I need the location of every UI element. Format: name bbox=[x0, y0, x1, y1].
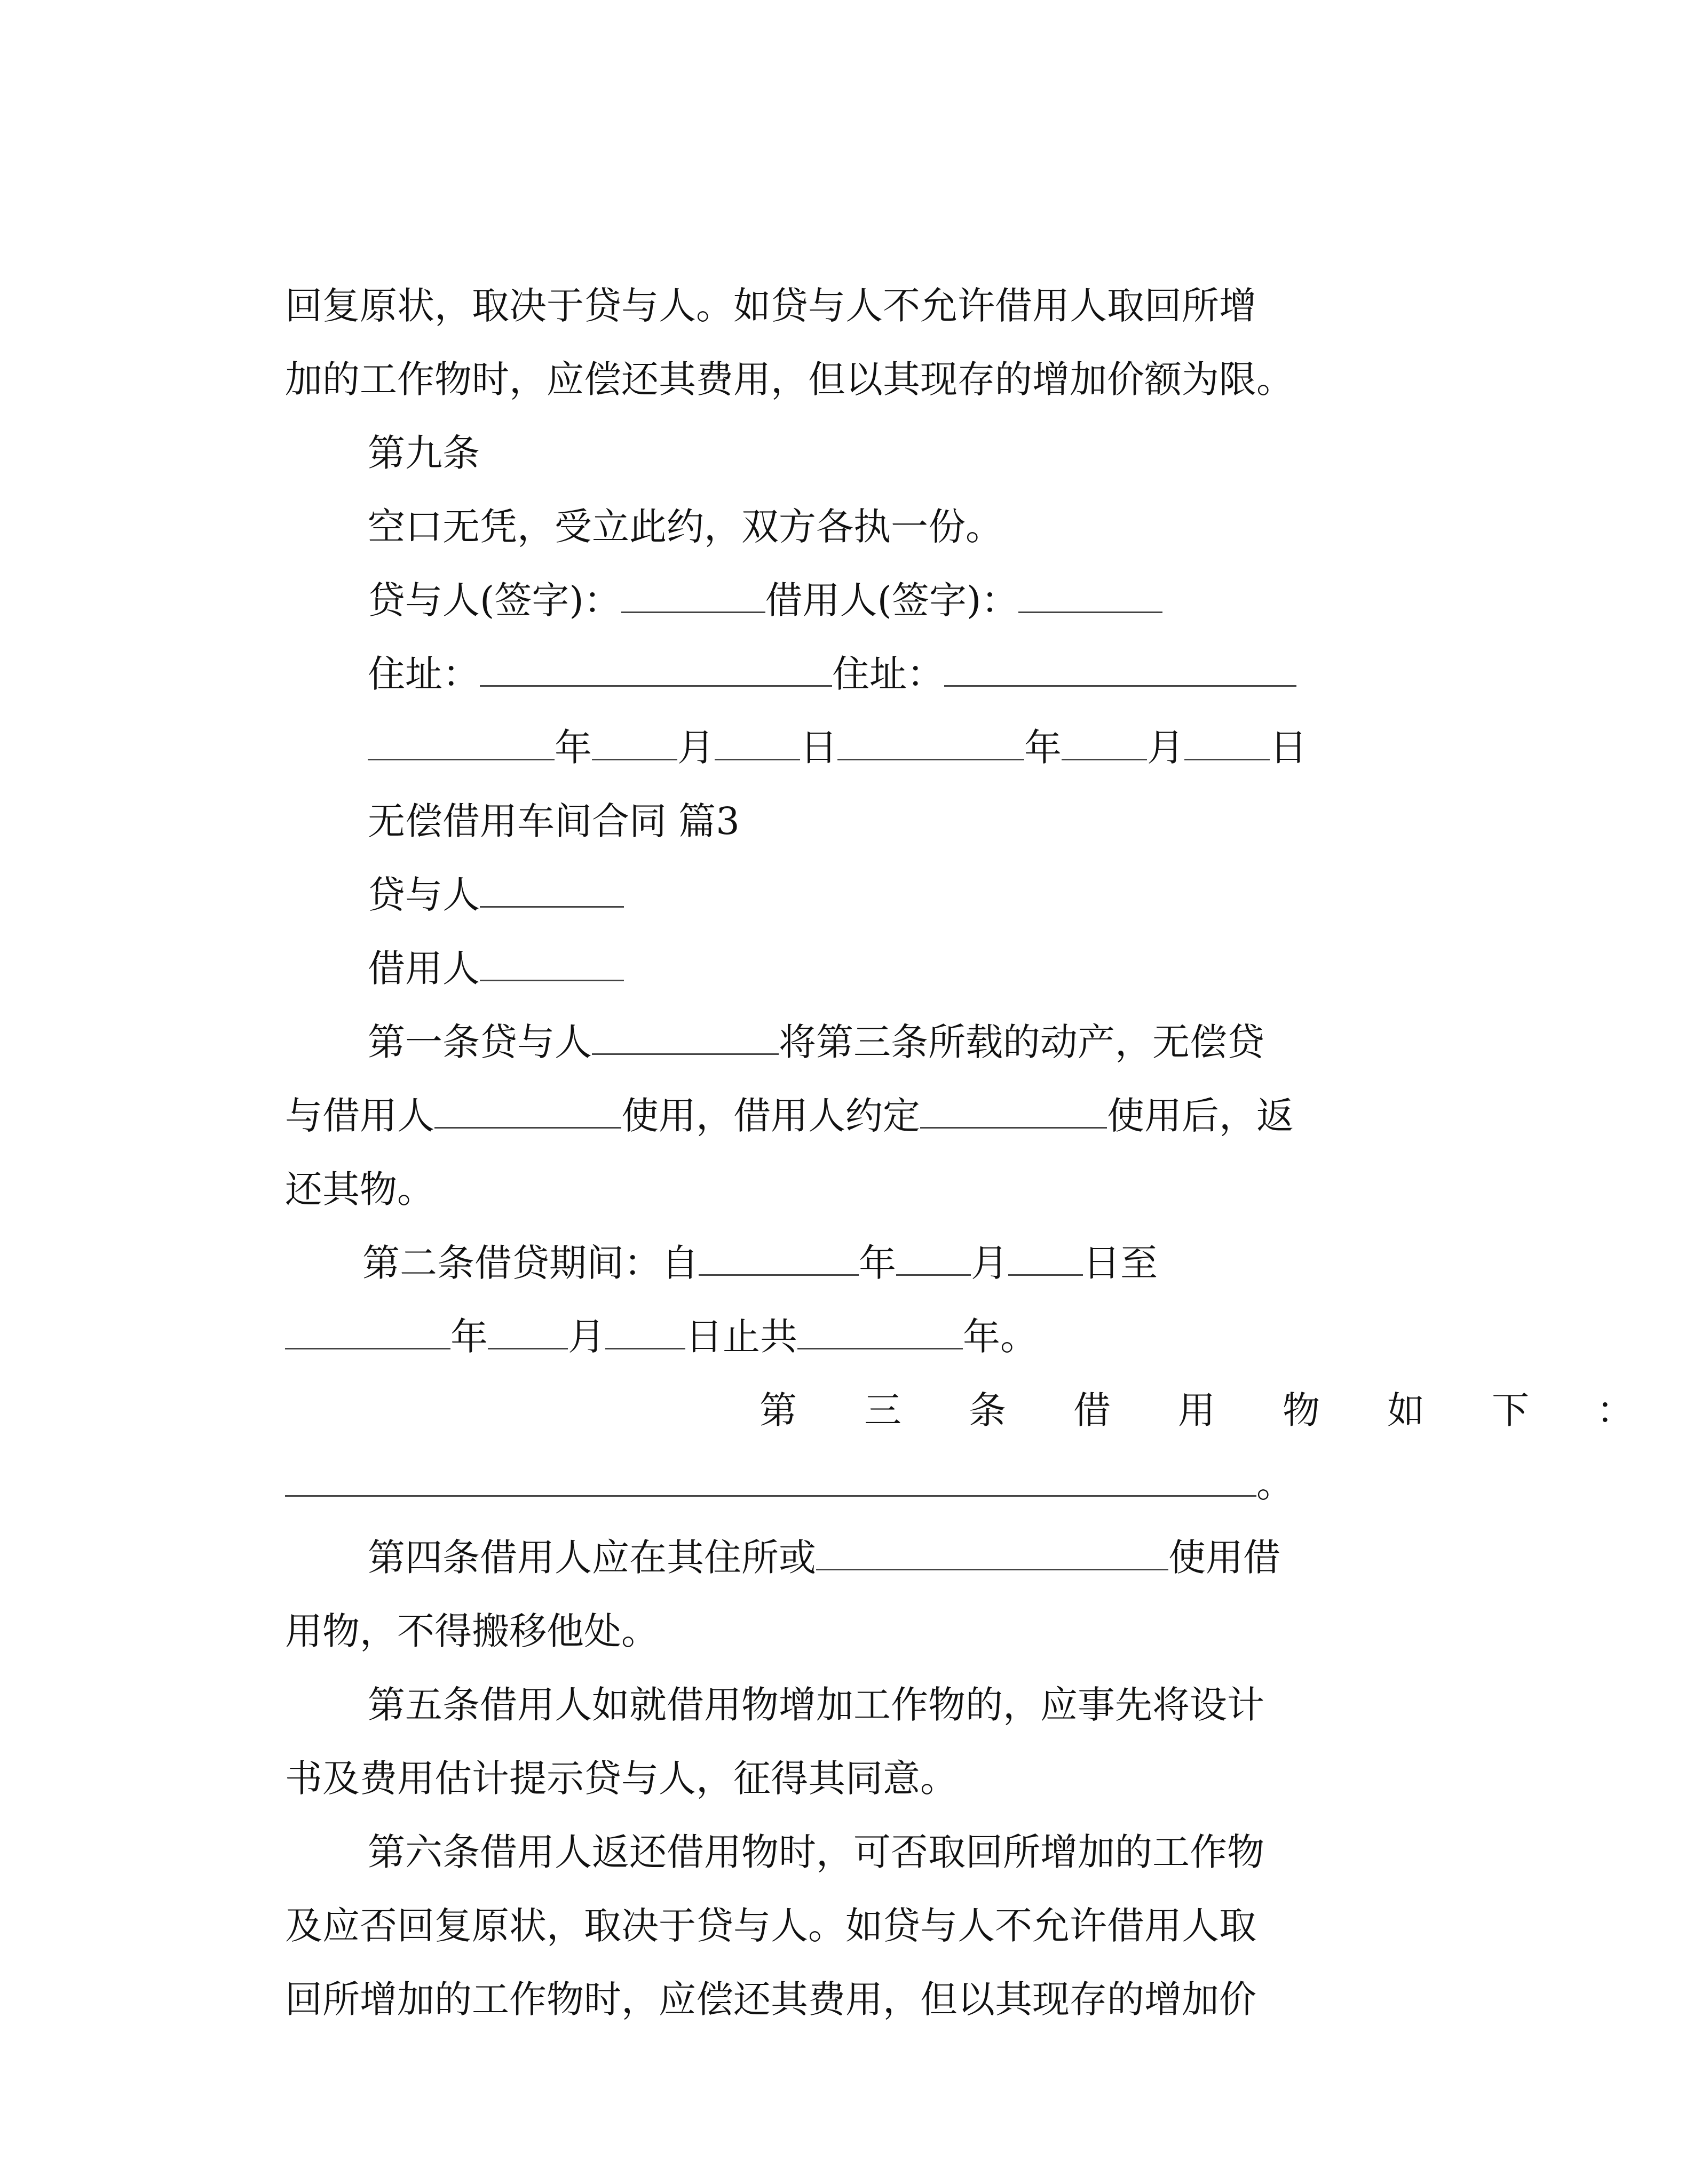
party-line: 借用人 bbox=[320, 858, 1321, 932]
paragraph-line: 还其物。 bbox=[285, 1168, 435, 1211]
paragraph-line: 加的工作物时，应偿还其费用，但以其现存的增加价额为限。 bbox=[285, 358, 1294, 401]
paragraph-line: 用物，不得搬移他处。 bbox=[285, 1609, 659, 1653]
paragraph-line: 第六条借用人返还借用物时，可否取回所增加的工作物 bbox=[368, 1830, 1265, 1874]
paragraph-line: 第一条贷与人 将第三条所载的动产，无偿贷 bbox=[368, 1020, 1265, 1064]
paragraph-line: 。 bbox=[238, 1373, 1321, 1447]
address-line: 住址： 住址： bbox=[320, 563, 1321, 637]
paragraph-line: 第五条借用人如就借用物增加工作物的，应事先将设计 bbox=[368, 1683, 1265, 1727]
date-line: 年 月 日 年 月 日 bbox=[320, 637, 1321, 711]
article-heading: 第九条 bbox=[368, 431, 480, 475]
paragraph-line: 回所增加的工作物时，应偿还其费用，但以其现存的增加价 bbox=[285, 1977, 1257, 2021]
paragraph-line: 空口无凭，受立此约，双方各执一份。 bbox=[368, 505, 1003, 549]
paragraph-line: 第四条借用人应在其住所或 使用借 bbox=[368, 1536, 1281, 1579]
paragraph-line: 回复原状，取决于贷与人。如贷与人不允许借用人取回所增 bbox=[285, 284, 1257, 328]
signature-line: 贷与人(签字)： 借用人(签字)： bbox=[320, 490, 1321, 563]
paragraph-line: 与借用人 使用，借用人约定 使用后，返 bbox=[285, 1094, 1294, 1138]
blank-field bbox=[285, 1316, 450, 1349]
section-title: 无偿借用车间合同 篇3 bbox=[368, 799, 740, 843]
paragraph-line: 书及费用估计提示贷与人，征得其同意。 bbox=[285, 1757, 958, 1800]
party-line: 贷与人 bbox=[320, 784, 1321, 858]
paragraph-line: 年 月 日止共 年。 bbox=[238, 1226, 1321, 1300]
paragraph-line: 第三条借用物如下： bbox=[759, 1388, 1701, 1432]
paragraph-line: 及应否回复原状，取决于贷与人。如贷与人不允许借用人取 bbox=[285, 1904, 1257, 1948]
paragraph-line: 第二条借贷期间：自 年 月 日至 bbox=[362, 1241, 1158, 1285]
